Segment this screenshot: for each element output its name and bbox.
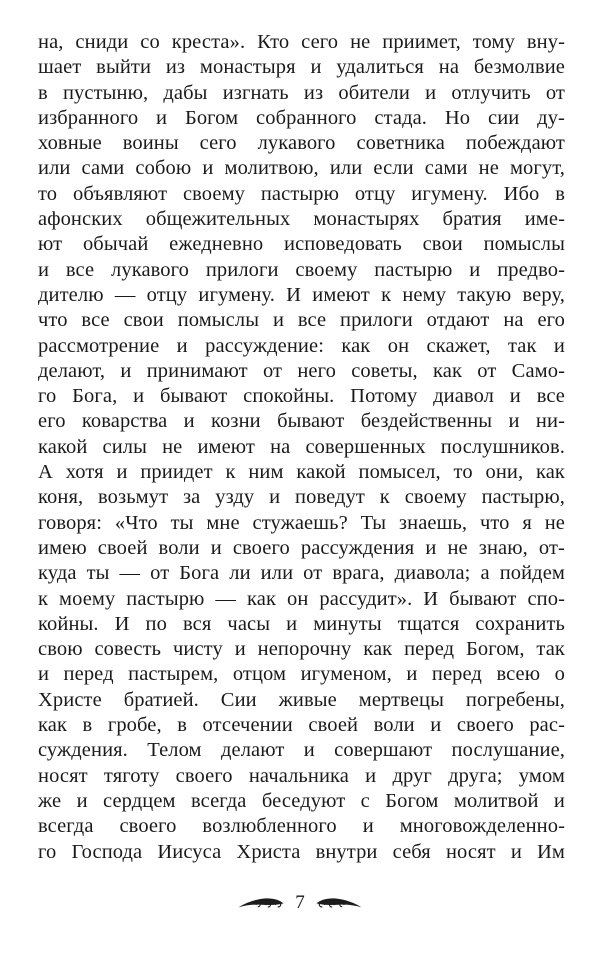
text-line: А хотя и приидет к ним какой помысел, то они, как: [38, 461, 565, 484]
text-line: и перед пастырем, отцом игуменом, и перед всею о: [38, 663, 565, 686]
text-line: ховные воины сего лукавого советника побеждают: [38, 132, 565, 155]
text-line: делают, и принимают от него советы, как от Само-: [38, 359, 565, 382]
text-line: то объявляют своему пастырю отцу игумену. Ибо в: [38, 182, 565, 205]
text-line: койны. И по вся часы и минуты тщатся сохранить: [38, 612, 565, 635]
text-line: всегда своего возлюбленного и многовожделенно-: [38, 815, 565, 838]
text-line: или сами собою и молитвою, или если сами не могут,: [38, 157, 565, 180]
text-line: же и сердцем всегда беседуют с Богом молитвой и: [38, 789, 565, 812]
text-line: на, сниди со креста». Кто сего не приимет, тому вну-: [38, 31, 565, 53]
text-line: носят тяготу своего начальника и друг друга; умом: [38, 764, 565, 787]
page-number: 7: [295, 891, 305, 913]
floral-flourish-left-icon: [237, 896, 285, 910]
text-line: дителю — отцу игумену. И имеют к нему такую веру,: [38, 283, 565, 306]
text-line: Христе братией. Сии живые мертвецы погребены,: [38, 688, 565, 711]
page-footer: [0, 890, 600, 916]
text-line: коня, возьмут за узду и поведут к своему пастырю,: [38, 486, 565, 509]
text-line: избранного и Богом собранного стада. Но сии ду-: [38, 106, 565, 129]
text-line: что все свои помыслы и все прилоги отдают на его: [38, 309, 565, 332]
text-line: суждения. Телом делают и совершают послушание,: [38, 739, 565, 762]
text-line: го Бога, и бывают спокойны. Потому диавол и все: [38, 385, 565, 408]
text-line: шает выйти из монастыря и удалиться на безмолвие: [38, 56, 565, 79]
text-line: какой силы не имеют на совершенных послушников.: [38, 435, 565, 458]
text-line: в пустыню, дабы изгнать из обители и отлучить от: [38, 81, 565, 104]
text-line: куда ты — от Бога ли или от врага, диавола; а пойдем: [38, 562, 565, 585]
text-line: рассмотрение и рассуждение: как он скажет, так и: [38, 334, 565, 357]
text-line: к моему пастырю — как он рассудит». И бывают спо-: [38, 587, 565, 610]
floral-flourish-right-icon: [315, 896, 363, 910]
text-line: говоря: «Что ты мне стужаешь? Ты знаешь, что я не: [38, 511, 565, 534]
text-line: как в гробе, в отсечении своей воли и своего рас-: [38, 714, 565, 737]
text-line: имею своей воли и своего рассуждения и не знаю, от-: [38, 536, 565, 559]
text-block: [38, 30, 565, 865]
text-line: и все лукавого прилоги своему пастырю и предво-: [38, 258, 565, 281]
text-line: го Господа Иисуса Христа внутри себя носят и Им: [38, 840, 565, 863]
text-line: его коварства и козни бывают бездейственны и ни-: [38, 410, 565, 433]
text-line: афонских общежительных монастырях братия име-: [38, 208, 565, 231]
text-line: свою совесть чисту и непорочну как перед Богом, так: [38, 638, 565, 661]
text-line: ют обычай ежедневно исповедовать свои помыслы: [38, 233, 565, 256]
